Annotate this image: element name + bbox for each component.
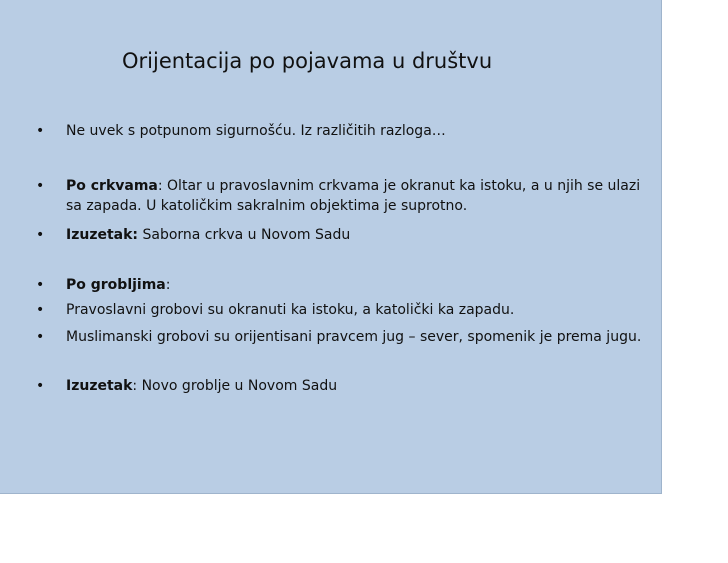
bullet-lead: Izuzetak: [66, 227, 139, 243]
bullet-text [66, 225, 651, 245]
bullet-dot: • [36, 378, 45, 394]
bullet-item [36, 275, 651, 295]
bullet-body: : [165, 277, 171, 293]
bullet-dot: • [36, 123, 45, 139]
bullet-dot: • [36, 277, 45, 293]
bullet-item [36, 225, 651, 245]
bullet-item [36, 121, 651, 141]
bullet-lead: Po grobljima [66, 277, 166, 293]
bullet-dot: • [36, 329, 45, 345]
bullet-item [36, 300, 651, 320]
bullet-item [36, 327, 651, 347]
bullet-item [36, 176, 651, 216]
bullet-body: : Novo groblje u Novom Sadu [132, 378, 338, 394]
bullet-text [66, 121, 651, 141]
bullet-text [66, 376, 651, 396]
bullet-body: : Oltar u pravoslavnim crkvama je okranut ka istoku, a u njih se ulazi sa zapada. U katoličkim sakralnim objektima je suprotno. [66, 178, 641, 214]
bullet-text [66, 176, 651, 216]
slide-title: Orijentacija po pojavama u društvu [122, 49, 493, 73]
bullet-body: Ne uvek s potpunom sigurnošću. Iz različitih razloga… [66, 123, 446, 139]
bullet-dot: • [36, 178, 45, 194]
bullet-dot: • [36, 302, 45, 318]
bullet-dot: • [36, 227, 45, 243]
bullet-body: Pravoslavni grobovi su okranuti ka istoku, a katolički ka zapadu. [66, 302, 515, 318]
bullet-lead: Izuzetak [66, 378, 133, 394]
bullet-text [66, 275, 651, 295]
bullet-item [36, 376, 651, 396]
bullet-body: Saborna crkva u Novom Sadu [138, 227, 351, 243]
bullet-body: Muslimanski grobovi su orijentisani pravcem jug – sever, spomenik je prema jugu. [66, 329, 642, 345]
bullet-text [66, 300, 651, 320]
bullet-text [66, 327, 651, 347]
bullet-lead: Po crkvama [66, 178, 158, 194]
